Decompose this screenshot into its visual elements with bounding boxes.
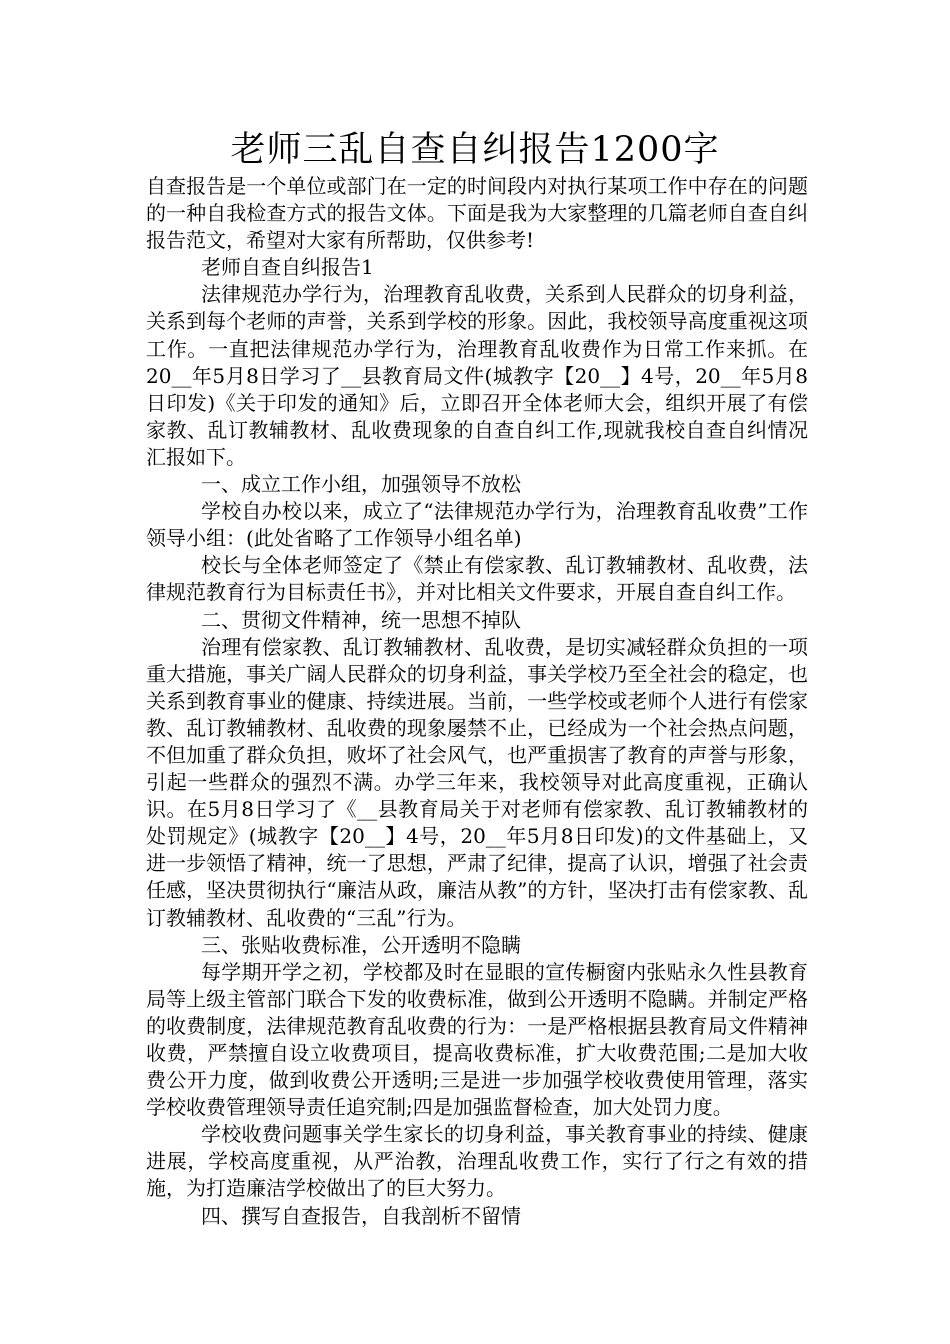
document-body: [146, 173, 808, 1230]
section-heading-1: 一、成立工作小组，加强领导不放松: [201, 472, 521, 497]
body-paragraph: 法律规范办学行为，治理教育乱收费，关系到人民群众的切身利益，关系到每个老师的声誉，关系到学校的形象。因此，我校领导高度重视这项工作。一直把法律规范办学行为，治理教育乱收费作为日常工作来抓。在20__年5月8日学习了__县教育局文件(城教字【20__】4号，20__年5月8日印发)《关于印发的通知》后，立即召开全体老师大会，组织开展了有偿家教、乱订教辅教材、乱收费现象的自查自纠工作,现就我校自查自纠情况汇报如下。: [146, 282, 808, 469]
section-heading-3: 三、张贴收费标准，公开透明不隐瞒: [201, 932, 521, 957]
document-title: 老师三乱自查自纠报告1200字: [230, 130, 720, 170]
body-paragraph: 学校自办校以来，成立了“法律规范办学行为，治理教育乱收费”工作领导小组：(此处省略了工作领导小组名单): [146, 499, 808, 551]
body-paragraph: 每学期开学之初，学校都及时在显眼的宣传橱窗内张贴永久性县教育局等上级主管部门联合下发的收费标准，做到公开透明不隐瞒。并制定严格的收费制度，法律规范教育乱收费的行为：一是严格根据县教育局文件精神收费，严禁擅自设立收费项目，提高收费标准，扩大收费范围;二是加大收费公开力度，做到收费公开透明;三是进一步加强学校收费使用管理，落实学校收费管理领导责任追究制;四是加强监督检查，加大处罚力度。: [146, 959, 808, 1120]
body-paragraph: 学校收费问题事关学生家长的切身利益，事关教育事业的持续、健康进展，学校高度重视，从严治教，治理乱收费工作，实行了行之有效的措施，为打造廉洁学校做出了的巨大努力。: [146, 1122, 808, 1201]
section-heading-2: 二、贯彻文件精神，统一思想不掉队: [201, 607, 521, 632]
intro-paragraph: 自查报告是一个单位或部门在一定的时间段内对执行某项工作中存在的问题的一种自我检查方式的报告文体。下面是我为大家整理的几篇老师自查自纠报告范文，希望对大家有所帮助，仅供参考!: [146, 174, 808, 253]
report-subtitle: 老师自查自纠报告1: [201, 255, 374, 280]
section-heading-4: 四、撰写自查报告，自我剖析不留情: [201, 1203, 521, 1228]
body-paragraph: 校长与全体老师签定了《禁止有偿家教、乱订教辅教材、乱收费，法律规范教育行为目标责任书》，并对比相关文件要求，开展自查自纠工作。: [146, 553, 808, 605]
body-paragraph: 治理有偿家教、乱订教辅教材、乱收费，是切实减轻群众负担的一项重大措施，事关广阔人民群众的切身利益，事关学校乃至全社会的稳定，也关系到教育事业的健康、持续进展。当前，一些学校或老师个人进行有偿家教、乱订教辅教材、乱收费的现象屡禁不止，已经成为一个社会热点问题，不但加重了群众负担，败坏了社会风气，也严重损害了教育的声誉与形象，引起一些群众的强烈不满。办学三年来，我校领导对此高度重视，正确认识。在5月8日学习了《__县教育局关于对老师有偿家教、乱订教辅教材的处罚规定》(城教字【20__】4号，20__年5月8日印发)的文件基础上，又进一步领悟了精神，统一了思想，严肃了纪律，提高了认识，增强了社会责任感，坚决贯彻执行“廉洁从政，廉洁从教”的方针，坚决打击有偿家教、乱订教辅教材、乱收费的“三乱”行为。: [146, 634, 808, 930]
